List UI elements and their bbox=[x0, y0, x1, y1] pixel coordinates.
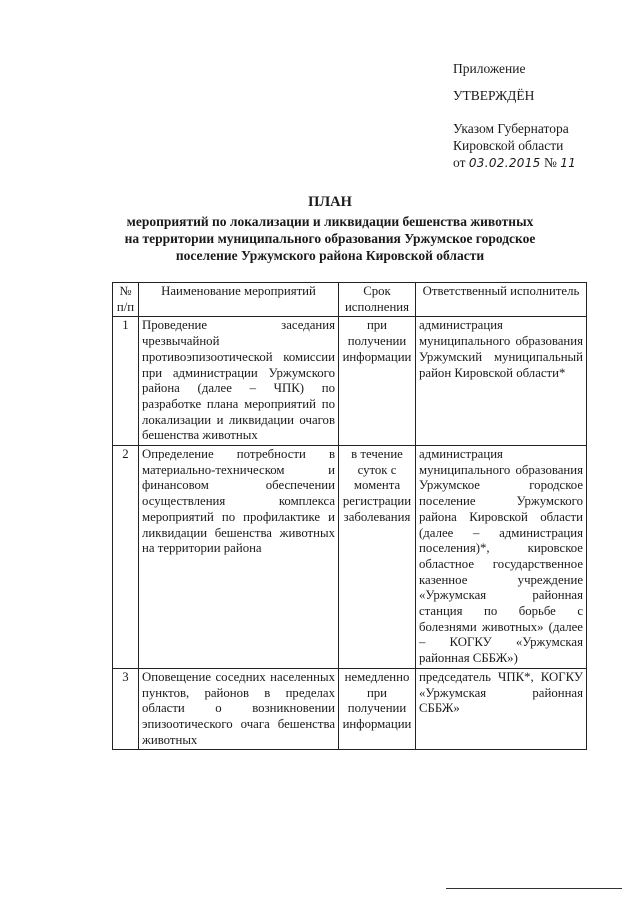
table-row bbox=[113, 317, 587, 446]
plan-heading: ПЛАН bbox=[308, 194, 352, 210]
row-num: 3 bbox=[113, 668, 139, 750]
approval-block bbox=[453, 60, 633, 172]
number-sign: № bbox=[543, 155, 557, 170]
header-num: № п/п bbox=[113, 283, 139, 317]
footer-divider bbox=[446, 888, 622, 889]
row-num: 2 bbox=[113, 446, 139, 669]
title-line-1: мероприятий по локализации и ликвидации бешенства животных bbox=[126, 214, 534, 229]
appendix-label: Приложение bbox=[453, 61, 526, 76]
row-term: немедленно при получении информации bbox=[339, 668, 416, 750]
approved-label: УТВЕРЖДЁН bbox=[453, 88, 535, 103]
decree-line-1: Указом Губернатора bbox=[453, 121, 569, 136]
plan-table bbox=[112, 282, 587, 750]
header-resp: Ответственный исполнитель bbox=[416, 283, 587, 317]
document-title bbox=[95, 194, 565, 264]
table-row bbox=[113, 446, 587, 669]
decree-date-line bbox=[453, 154, 633, 172]
header-name: Наименование мероприятий bbox=[139, 283, 339, 317]
row-resp: администрация муниципального образования Уржумское городское поселение Уржумского района Кировской области (далее – администрация поселения)*, кировское областное государственное казенное учреждение «Уржумская районная станция по борьбе с болезнями животных» (далее – КОГКУ «Уржумская районная СББЖ») bbox=[416, 446, 587, 669]
table-row bbox=[113, 668, 587, 750]
row-resp: администрация муниципального образования Уржумский муниципальный район Кировской области* bbox=[416, 317, 587, 446]
row-resp: председатель ЧПК*, КОГКУ «Уржумская районная СББЖ» bbox=[416, 668, 587, 750]
title-line-2: на территории муниципального образования Уржумское городское bbox=[124, 231, 536, 246]
row-term: при получении информации bbox=[339, 317, 416, 446]
row-name: Проведение заседания чрезвычайной противоэпизоотической комиссии при администрации Уржумского района (далее – ЧПК) по разработке плана мероприятий по локализации и ликвидации очагов бешенства животных bbox=[139, 317, 339, 446]
row-name: Оповещение соседних населенных пунктов, районов в пределах области о возникновении эпизоотического очага бешенства животных bbox=[139, 668, 339, 750]
row-term: в течение суток с момента регистрации заболевания bbox=[339, 446, 416, 669]
date-prefix: от bbox=[453, 155, 466, 170]
row-num: 1 bbox=[113, 317, 139, 446]
handwritten-number: 11 bbox=[560, 156, 577, 170]
handwritten-date: 03.02.2015 bbox=[468, 156, 541, 170]
decree-line-2: Кировской области bbox=[453, 138, 564, 153]
table-header-row bbox=[113, 283, 587, 317]
row-name: Определение потребности в материально-техническом и финансовом обеспечении осуществления комплекса мероприятий по профилактике и ликвидации бешенства животных на территории района bbox=[139, 446, 339, 669]
title-line-3: поселение Уржумского района Кировской области bbox=[175, 248, 485, 263]
header-term: Срок исполнения bbox=[339, 283, 416, 317]
